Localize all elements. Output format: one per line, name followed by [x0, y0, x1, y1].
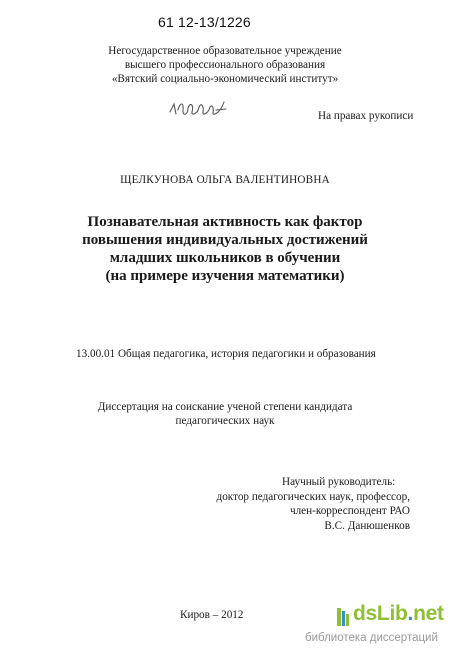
dslib-watermark-logo[interactable] — [305, 602, 447, 650]
institution-line-1: Негосударственное образовательное учреждение — [108, 45, 342, 57]
logo-subtitle: библиотека диссертаций — [305, 632, 438, 644]
advisor-title-2: член-корреспондент РАО — [289, 505, 410, 517]
specialty-line: 13.00.01 Общая педагогика, история педагогики и образования — [76, 348, 376, 360]
city-year: Киров – 2012 — [180, 609, 244, 621]
title-line-1: Познавательная активность как фактор — [87, 214, 363, 230]
institution-block — [60, 44, 390, 86]
institution-line-3: «Вятский социально-экономический институт» — [111, 73, 339, 85]
document-code: 61 12-13/1226 — [158, 14, 251, 30]
institution-line-2: высшего профессионального образования — [124, 59, 326, 71]
logo-wordmark — [353, 602, 444, 626]
advisor-label: Научный руководитель: — [282, 476, 396, 488]
degree-line-2: педагогических наук — [175, 415, 275, 427]
title-line-2: повышения индивидуальных достижений — [82, 232, 368, 248]
author-name: ЩЕЛКУНОВА ОЛЬГА ВАЛЕНТИНОВНА — [120, 174, 330, 186]
dissertation-title — [40, 213, 410, 285]
advisor-block — [200, 475, 410, 533]
title-line-3: младших школьников в обучении — [109, 250, 341, 266]
handwritten-signature — [168, 98, 228, 120]
book-stack-icon — [335, 606, 351, 628]
advisor-name: В.С. Данюшенков — [324, 519, 410, 532]
logo-dot: . — [407, 602, 414, 625]
logo-lib: Lib — [376, 602, 408, 625]
logo-net: net — [413, 602, 444, 625]
degree-line-1: Диссертация на соискание ученой степени кандидата — [97, 401, 353, 413]
title-line-4: (на примере изучения математики) — [105, 268, 345, 284]
degree-statement — [60, 400, 390, 428]
rights-notice: На правах рукописи — [318, 110, 414, 122]
advisor-title-1: доктор педагогических наук, профессор, — [216, 490, 410, 503]
logo-ds: ds — [353, 602, 377, 625]
